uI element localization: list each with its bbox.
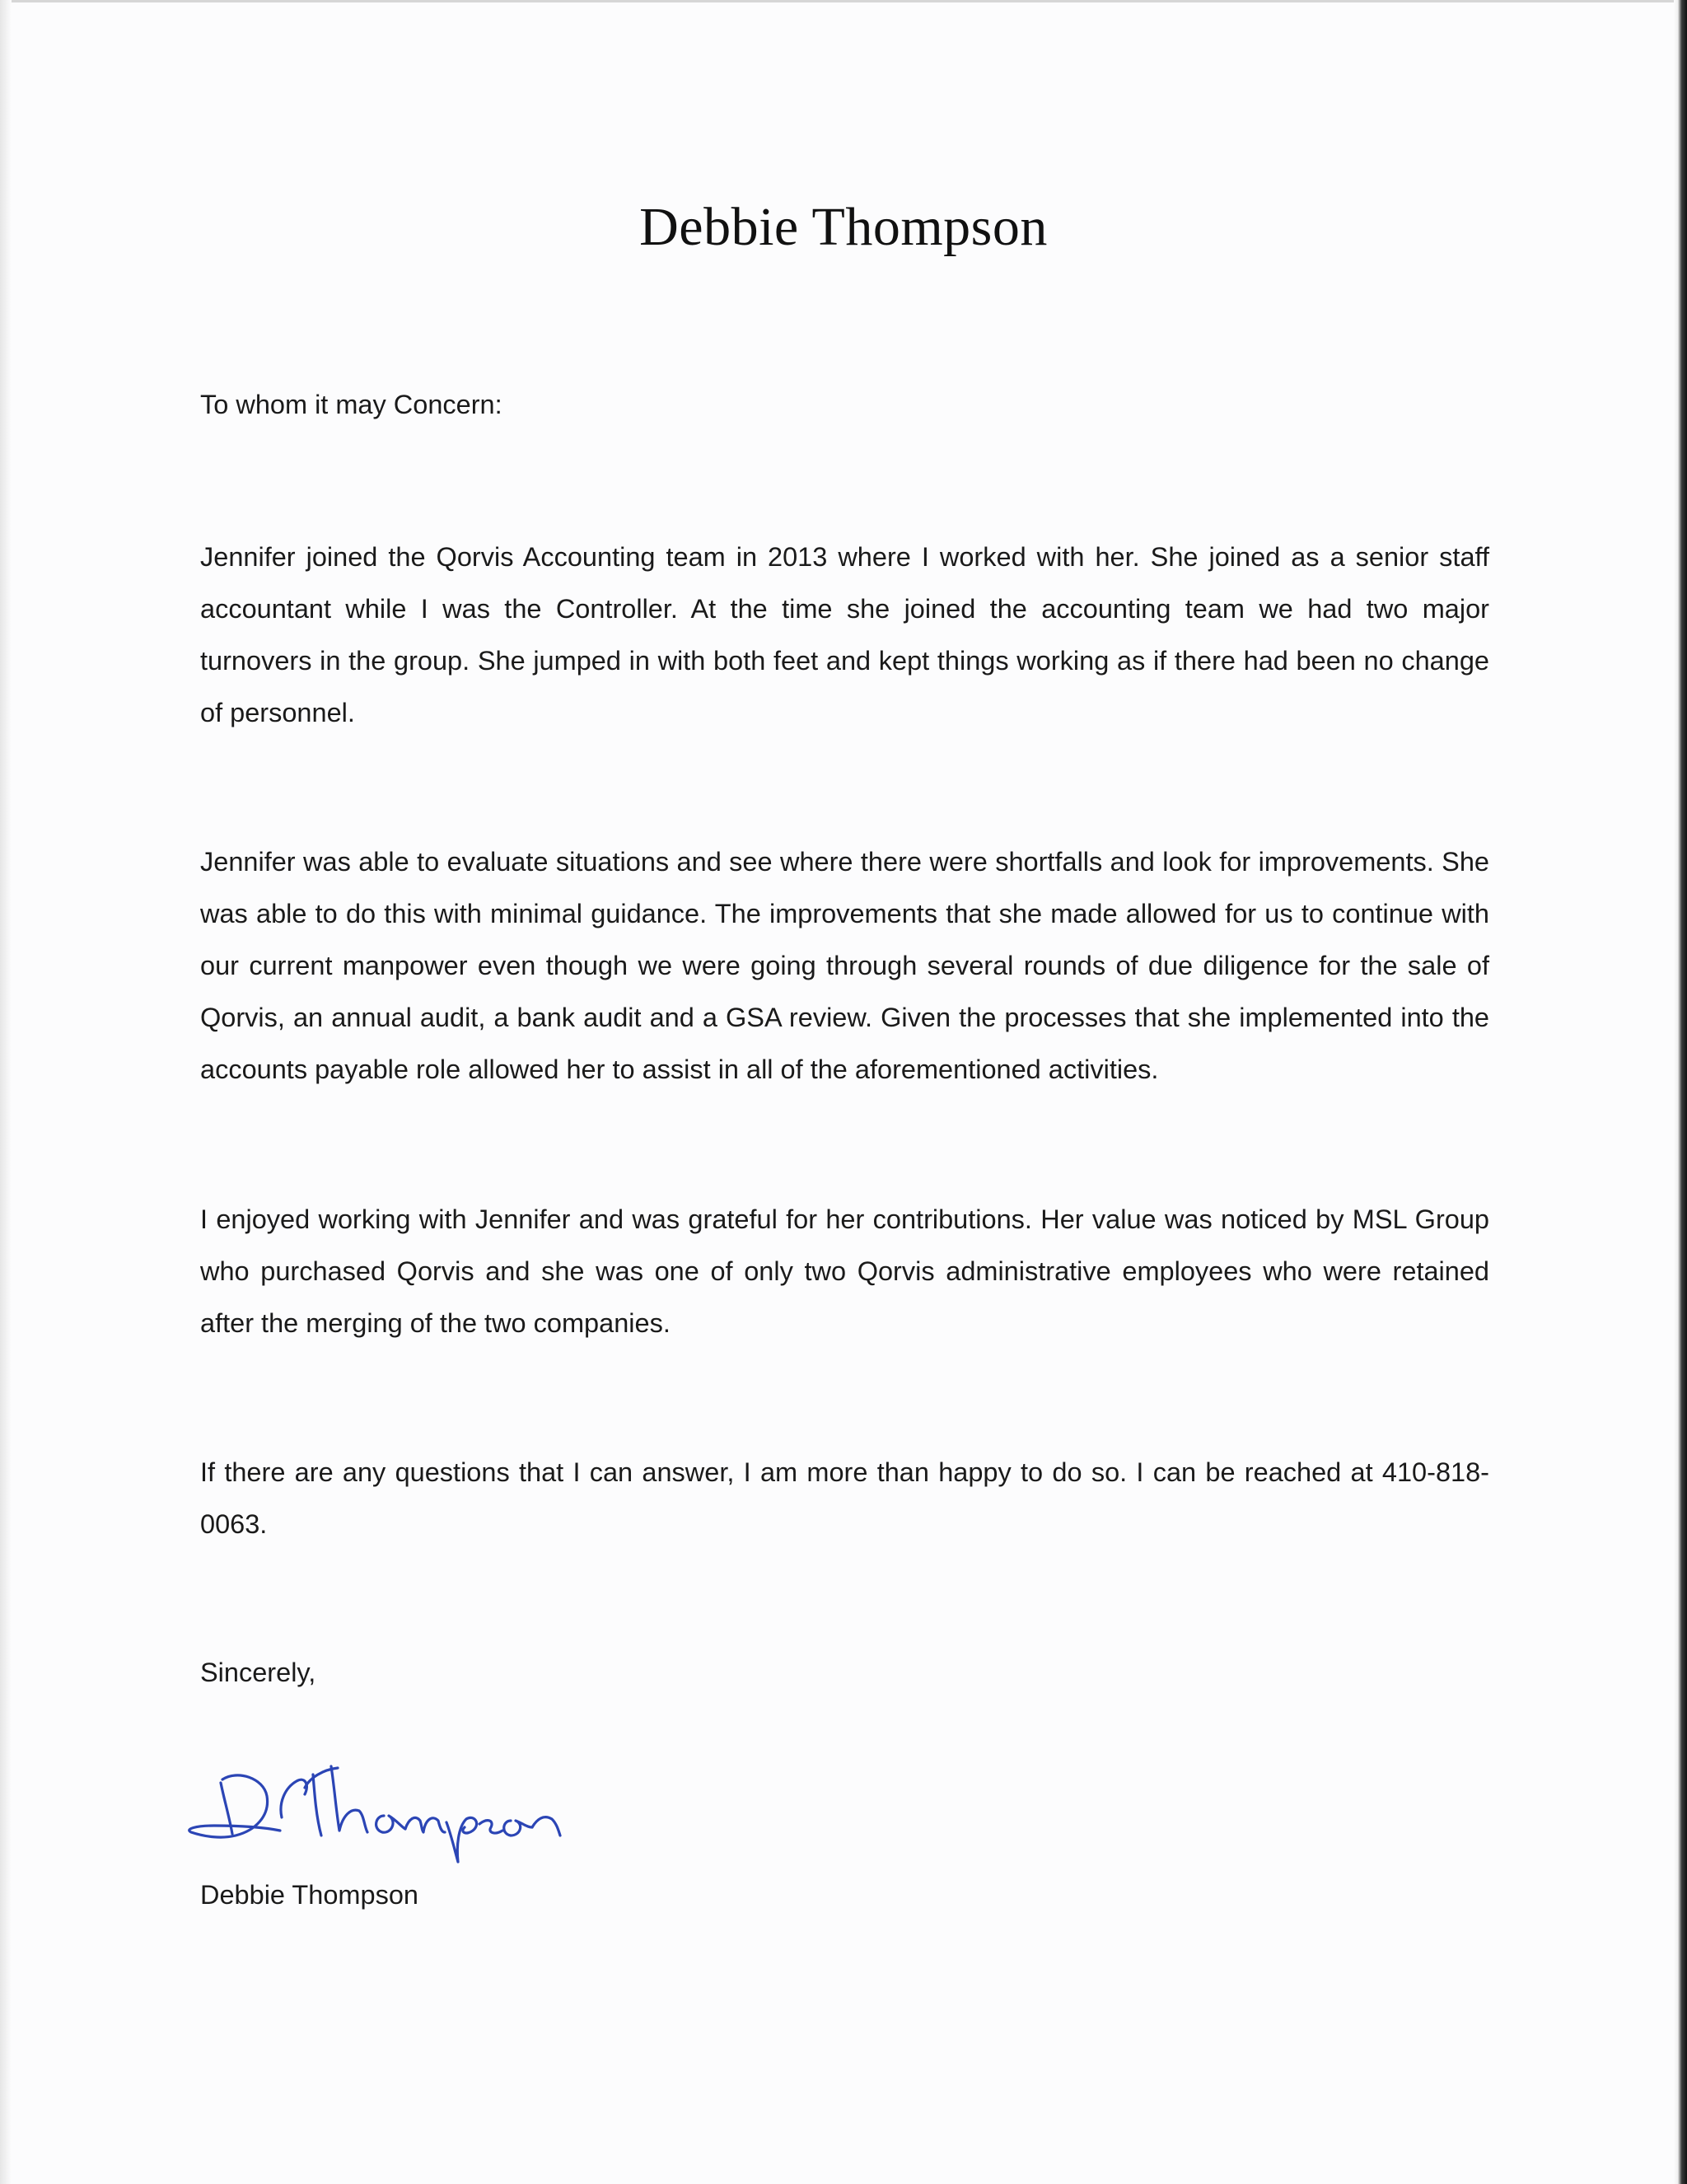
handwritten-signature [181, 1745, 643, 1868]
signer-name: Debbie Thompson [200, 1880, 418, 1910]
scan-edge-top [0, 0, 1687, 2]
scan-edge-left [0, 0, 12, 2184]
paragraph-1: Jennifer joined the Qorvis Accounting team in 2013 where I worked with her. She joined as a senior staff accountant while I was the Controller. At the time she joined the accounting team we had two major turnovers in the group. She jumped in with both feet and kept things working as if there had been no change of personnel. [200, 542, 1489, 727]
paragraph-3: I enjoyed working with Jennifer and was grateful for her contributions. Her value was noticed by MSL Group who purchased Qorvis and she was one of only two Qorvis administrative employees who were retained after the merging of the two companies. [200, 1204, 1489, 1338]
salutation: To whom it may Concern: [200, 390, 502, 419]
letter-heading: Debbie Thompson [639, 197, 1048, 257]
scan-edge-right [1674, 0, 1687, 2184]
paragraph-4: If there are any questions that I can answer, I am more than happy to do so. I can be reached at 410-818-0063. [200, 1457, 1489, 1539]
closing: Sincerely, [200, 1658, 316, 1687]
paragraph-2: Jennifer was able to evaluate situations and see where there were shortfalls and look for improvements. She was able to do this with minimal guidance. The improvements that she made allowed for us to continue with our current manpower even though we were going through several rounds of due diligence for the sale of Qorvis, an annual audit, a bank audit and a GSA review. Given the processes that she implemented into the accounts payable role allowed her to assist in all of the aforementioned activities. [200, 847, 1489, 1084]
